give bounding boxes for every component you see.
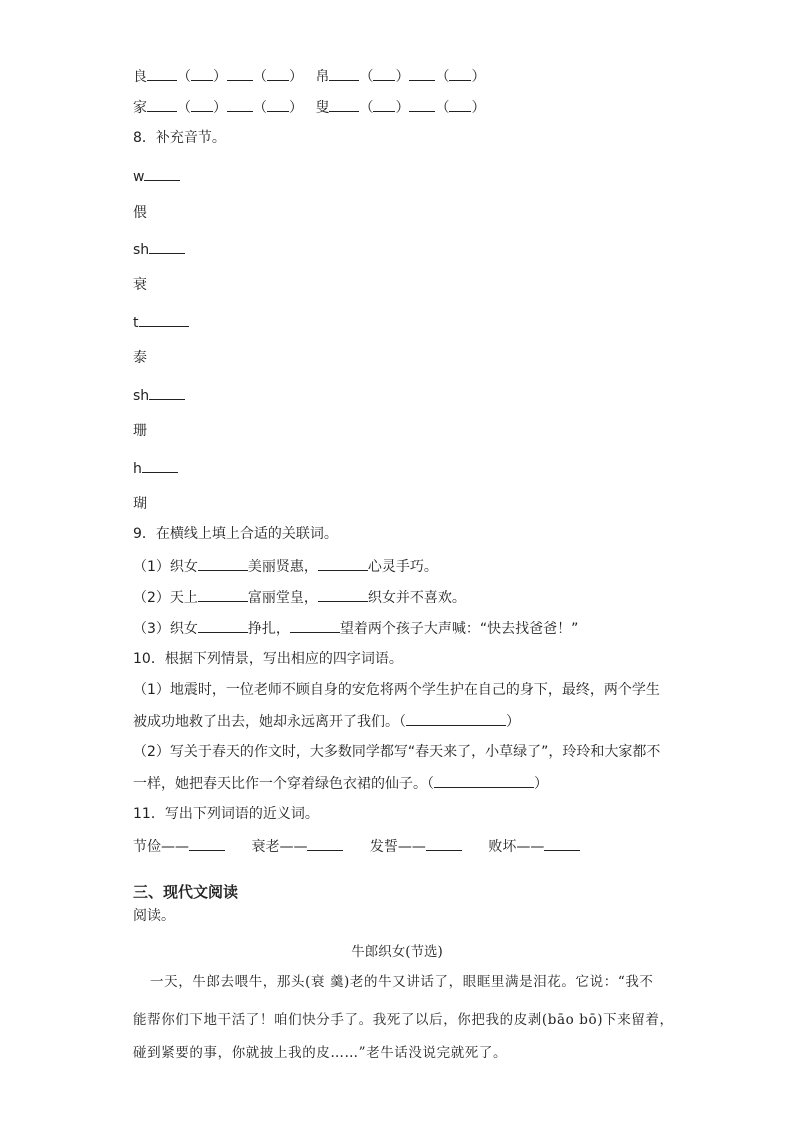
story-title: 牛郎织女(节选) <box>351 944 443 960</box>
answer-blank[interactable] <box>144 166 180 181</box>
word: 发誓—— <box>369 839 426 855</box>
paren: （ <box>435 69 450 85</box>
paren: ） <box>534 776 548 792</box>
paren: ） <box>395 100 410 116</box>
answer-blank[interactable] <box>147 66 177 81</box>
paren: ） <box>506 714 520 730</box>
answer-blank[interactable] <box>329 97 359 112</box>
story-line-2: 能帮你们下地干活了！咱们快分手了。我死了以后，你把我的皮剥(bāo bō)下来留着， <box>133 1012 674 1028</box>
word: 衰老—— <box>251 839 308 855</box>
answer-blank[interactable] <box>329 66 359 81</box>
pinyin-prefix: sh <box>133 242 150 258</box>
answer-blank[interactable] <box>434 773 534 788</box>
paren: （ <box>177 69 191 85</box>
section-intro: 阅读。 <box>133 908 175 924</box>
item-number: （2） <box>133 590 170 606</box>
pinyin-prefix: h <box>133 461 142 477</box>
section-heading: 三、现代文阅读 <box>133 883 239 901</box>
answer-blank[interactable] <box>318 556 368 571</box>
paren: ） <box>471 100 486 116</box>
paren: （ <box>435 100 450 116</box>
q8-item-char: 瑚 <box>133 496 147 512</box>
q10-item1-line1: （1）地震时，一位老师不顾自身的安危将两个学生护在自己的身下，最终，两个学生 <box>133 682 660 698</box>
pinyin-prefix: sh <box>133 388 150 404</box>
answer-blank[interactable] <box>227 66 253 81</box>
answer-blank[interactable] <box>139 312 189 327</box>
text: 被成功地救了出去，她却永远离开了我们。（ <box>133 714 406 730</box>
q11-words <box>133 836 580 857</box>
answer-blank[interactable] <box>290 618 340 633</box>
pinyin-prefix: w <box>133 169 145 185</box>
answer-blank[interactable] <box>449 66 471 81</box>
story-line-1: 一天，牛郎去喂牛，那头(衰 羹)老的牛又讲话了，眼眶里满是泪花。它说：“我不 <box>150 974 654 990</box>
answer-blank[interactable] <box>409 97 435 112</box>
paren: （ <box>359 69 374 85</box>
text: 富丽堂皇， <box>247 590 318 606</box>
answer-blank[interactable] <box>149 385 185 400</box>
q8-heading: 8．补充音节。 <box>133 130 226 146</box>
item-number: （3） <box>133 621 170 637</box>
q7-char: 良 <box>133 69 147 85</box>
q9-item <box>133 556 438 577</box>
paren: （ <box>177 100 191 116</box>
answer-blank[interactable] <box>191 97 213 112</box>
paren: ） <box>289 100 303 116</box>
q7-char: 家 <box>133 100 147 116</box>
answer-blank[interactable] <box>191 66 213 81</box>
q9-item <box>133 587 466 608</box>
answer-blank[interactable] <box>406 711 506 726</box>
text: 一样，她把春天比作一个穿着绿色衣裙的仙子。（ <box>133 776 434 792</box>
q9-heading: 9．在横线上填上合适的关联词。 <box>133 526 338 542</box>
paren: （ <box>359 100 374 116</box>
q10-item2-line1: （2）写关于春天的作文时，大多数同学都写“春天来了，小草绿了”，玲玲和大家都不 <box>133 744 661 760</box>
q10-item2-line2 <box>133 773 548 794</box>
q8-item-prefix <box>133 385 185 406</box>
paren: ） <box>395 69 410 85</box>
q9-item <box>133 618 578 639</box>
q8-item-char: 泰 <box>133 350 147 366</box>
answer-blank[interactable] <box>267 97 289 112</box>
paren: ） <box>213 100 227 116</box>
answer-blank[interactable] <box>426 836 462 851</box>
answer-blank[interactable] <box>198 618 248 633</box>
story-line-3: 碰到紧要的事，你就披上我的皮……”老牛话没说完就死了。 <box>133 1045 508 1061</box>
answer-blank[interactable] <box>198 587 248 602</box>
answer-blank[interactable] <box>198 556 248 571</box>
text: 美丽贤惠， <box>247 559 318 575</box>
q8-item-prefix <box>133 239 185 260</box>
pinyin-prefix: t <box>133 315 139 331</box>
answer-blank[interactable] <box>373 97 395 112</box>
answer-blank[interactable] <box>189 836 225 851</box>
answer-blank[interactable] <box>544 836 580 851</box>
q10-heading: 10．根据下列情景，写出相应的四字词语。 <box>133 651 403 667</box>
paren: ） <box>289 69 303 85</box>
paren: ） <box>213 69 227 85</box>
answer-blank[interactable] <box>307 836 343 851</box>
q8-item-prefix <box>133 312 189 333</box>
answer-blank[interactable] <box>373 66 395 81</box>
answer-blank[interactable] <box>147 97 177 112</box>
answer-blank[interactable] <box>409 66 435 81</box>
q10-item1-line2 <box>133 711 520 732</box>
answer-blank[interactable] <box>227 97 253 112</box>
answer-blank[interactable] <box>267 66 289 81</box>
text: 织女 <box>169 559 198 575</box>
word: 节俭—— <box>133 839 189 855</box>
text: 天上 <box>169 590 198 606</box>
paren: （ <box>253 69 267 85</box>
text: 望着两个孩子大声喊：“快去找爸爸！” <box>339 621 579 637</box>
q8-item-prefix <box>133 458 178 479</box>
q7-row-1 <box>133 66 485 87</box>
answer-blank[interactable] <box>149 239 185 254</box>
q8-item-prefix <box>133 166 180 187</box>
item-number: （1） <box>133 559 170 575</box>
answer-blank[interactable] <box>449 97 471 112</box>
answer-blank[interactable] <box>318 587 368 602</box>
paren: ） <box>471 69 486 85</box>
q7-char: 帛 <box>315 69 330 85</box>
q8-item-char: 珊 <box>133 423 147 439</box>
text: 织女并不喜欢。 <box>367 590 466 606</box>
text: 织女 <box>169 621 198 637</box>
answer-blank[interactable] <box>142 458 178 473</box>
q7-char: 叟 <box>315 100 330 116</box>
text: 挣扎， <box>247 621 290 637</box>
paren: （ <box>253 100 267 116</box>
text: 心灵手巧。 <box>367 559 438 575</box>
q8-item-char: 偎 <box>133 205 147 221</box>
q11-heading: 11．写出下列词语的近义词。 <box>133 806 319 822</box>
q8-item-char: 衰 <box>133 277 147 293</box>
word: 败坏—— <box>488 839 545 855</box>
q7-row-2 <box>133 97 485 118</box>
